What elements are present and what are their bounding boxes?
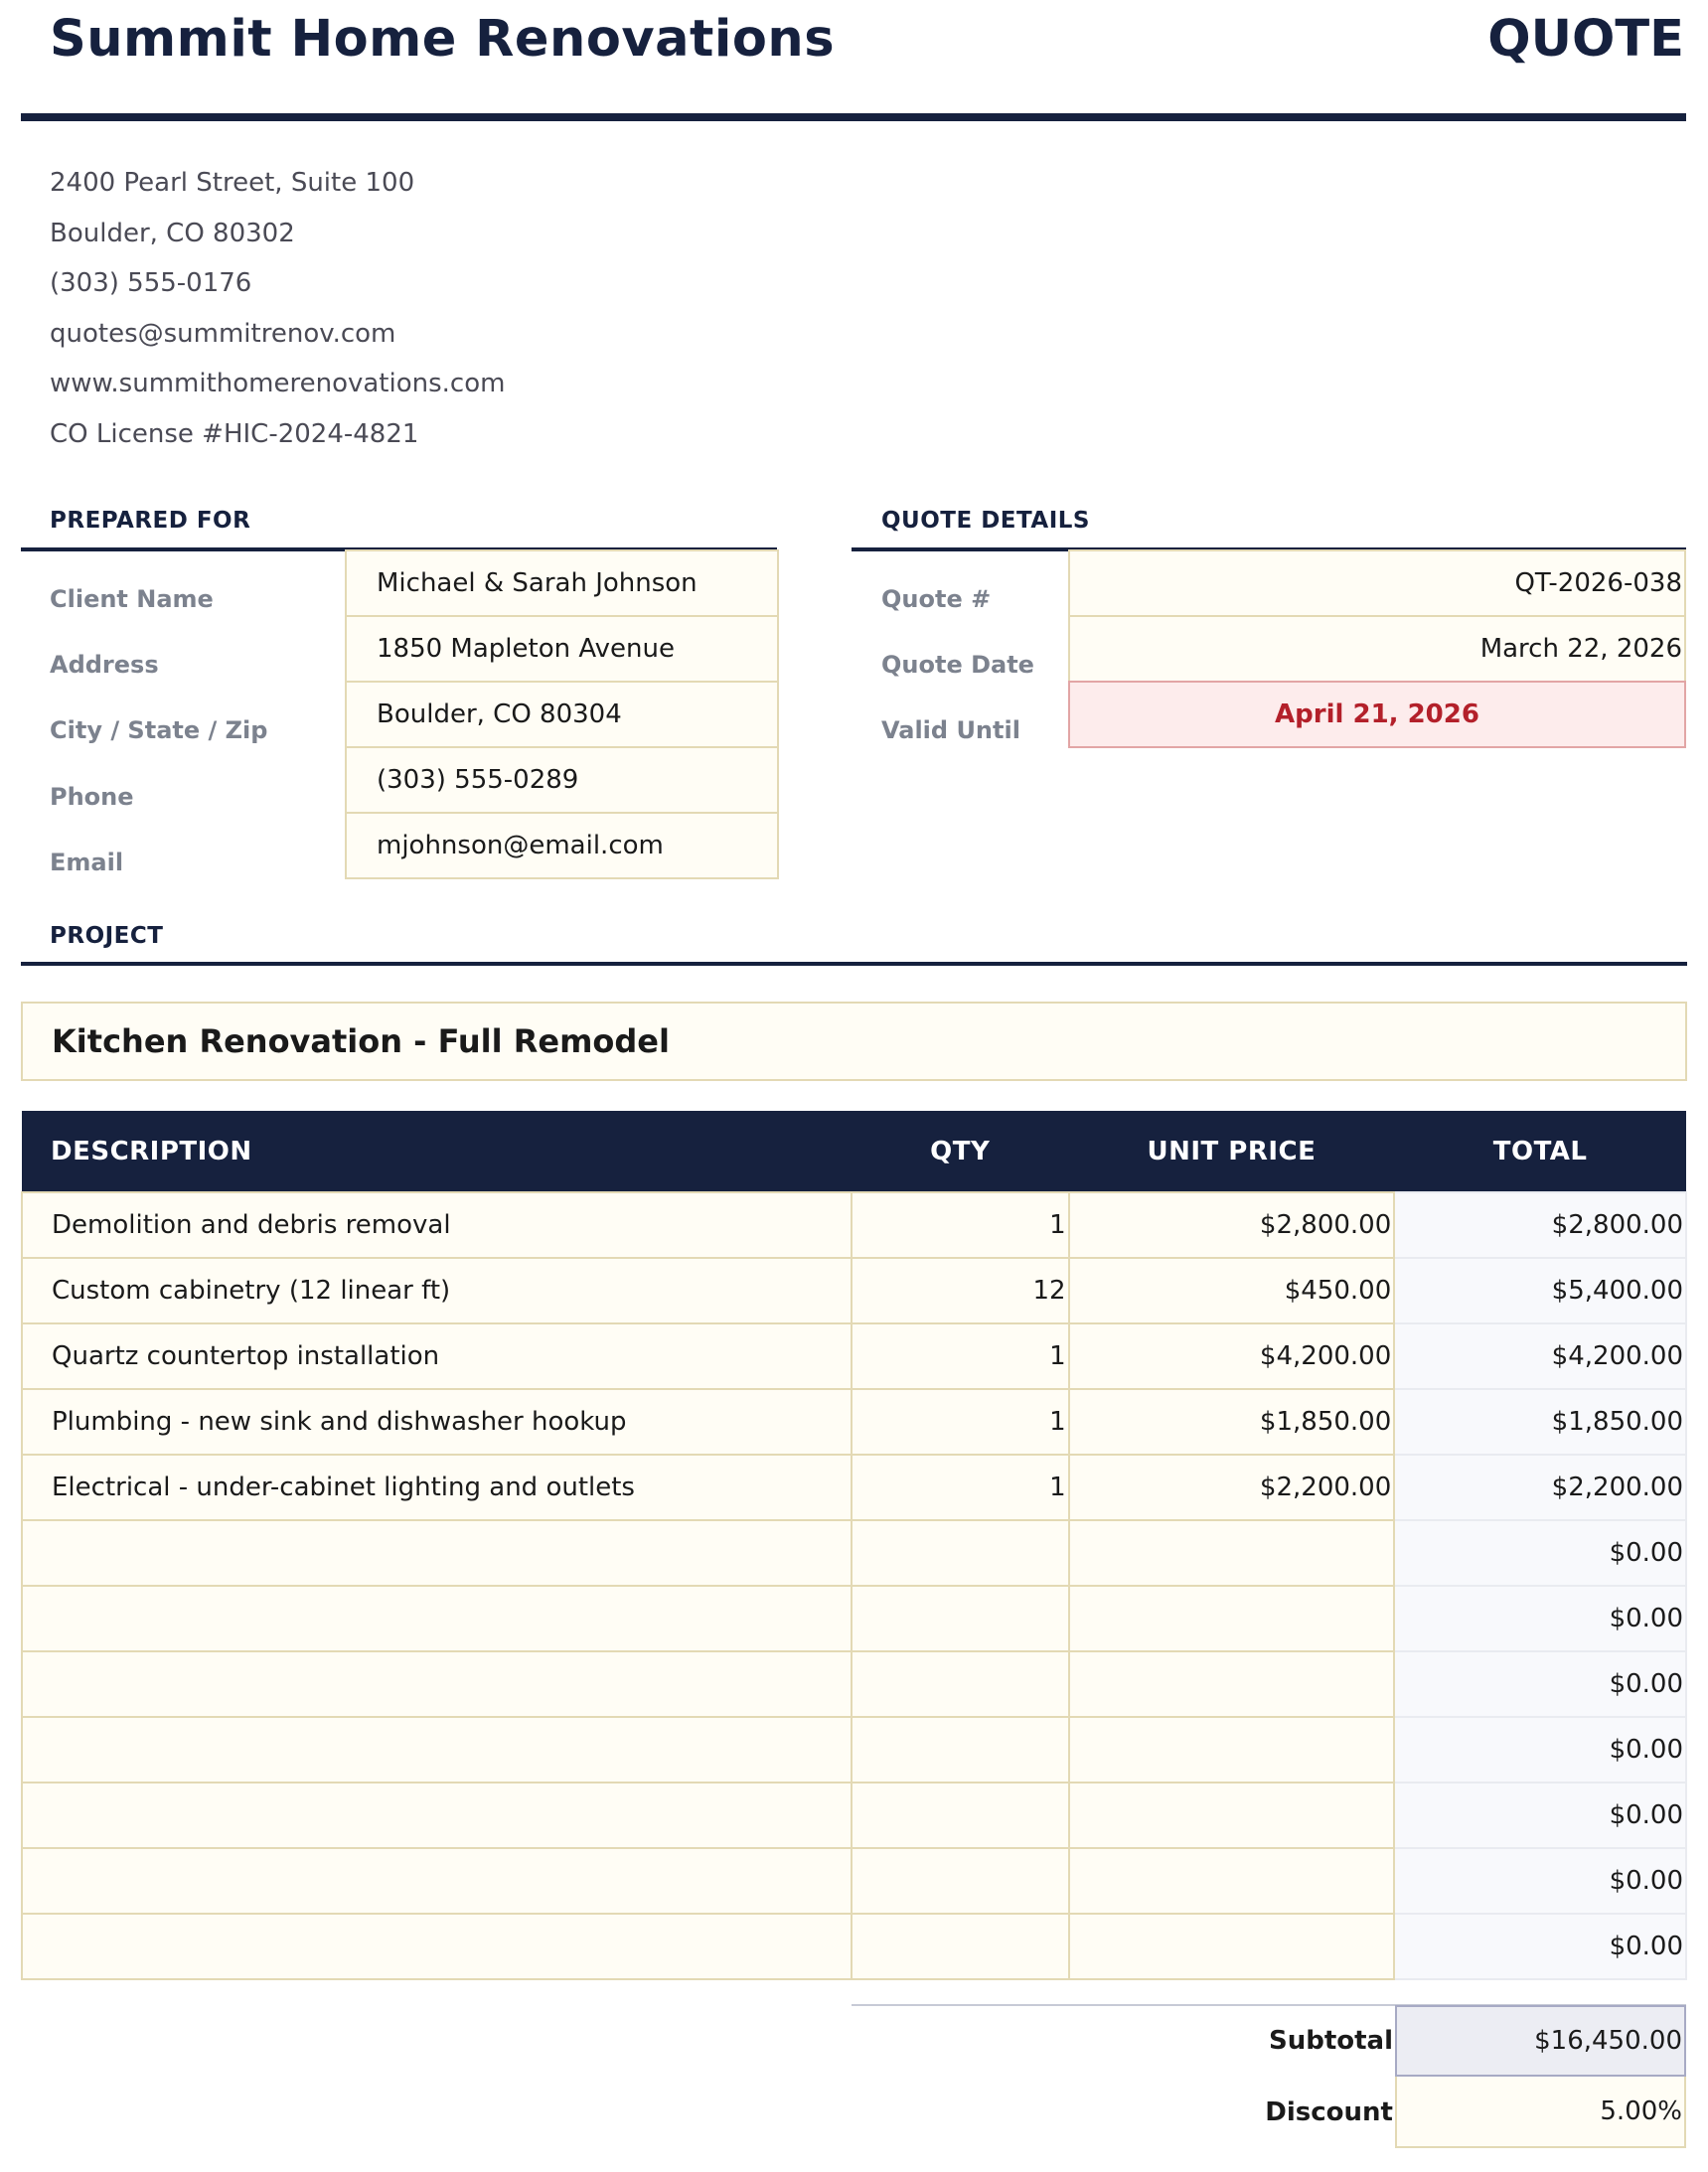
- table-row: [22, 1717, 1686, 1783]
- qty-cell[interactable]: 1: [852, 1323, 1069, 1389]
- table-row: [22, 1389, 1686, 1455]
- line-total-cell: $0.00: [1394, 1717, 1686, 1783]
- quote-number-label: Quote #: [881, 585, 992, 613]
- line-total-cell: $2,200.00: [1394, 1455, 1686, 1520]
- line-total-cell: $0.00: [1394, 1848, 1686, 1914]
- client-name-label: Client Name: [50, 585, 214, 613]
- qty-cell[interactable]: 1: [852, 1192, 1069, 1258]
- unit-price-cell[interactable]: [1069, 1520, 1395, 1586]
- company-phone: (303) 555-0176: [50, 268, 252, 299]
- client-name-field[interactable]: Michael & Sarah Johnson: [345, 549, 779, 617]
- description-cell[interactable]: [22, 1586, 852, 1651]
- description-cell[interactable]: [22, 1651, 852, 1717]
- city-state-zip-field[interactable]: Boulder, CO 80304: [345, 681, 779, 748]
- prepared-for-title: PREPARED FOR: [50, 508, 251, 534]
- description-cell[interactable]: [22, 1520, 852, 1586]
- unit-price-cell[interactable]: [1069, 1586, 1395, 1651]
- address-label: Address: [50, 651, 159, 679]
- line-total-cell: $4,200.00: [1394, 1323, 1686, 1389]
- city-state-zip-label: City / State / Zip: [50, 716, 268, 744]
- quote-date-field[interactable]: March 22, 2026: [1068, 615, 1686, 683]
- table-row: [22, 1520, 1686, 1586]
- company-website: www.summithomerenovations.com: [50, 369, 506, 399]
- table-row: [22, 1586, 1686, 1651]
- valid-until-label: Valid Until: [881, 716, 1020, 744]
- address-field[interactable]: 1850 Mapleton Avenue: [345, 615, 779, 683]
- unit-price-cell[interactable]: $2,800.00: [1069, 1192, 1395, 1258]
- qty-cell[interactable]: 1: [852, 1389, 1069, 1455]
- description-cell[interactable]: Demolition and debris removal: [22, 1192, 852, 1258]
- valid-until-field[interactable]: April 21, 2026: [1068, 681, 1686, 748]
- subtotal-value: $16,450.00: [1395, 2005, 1686, 2077]
- unit-price-cell[interactable]: [1069, 1717, 1395, 1783]
- company-email: quotes@summitrenov.com: [50, 318, 396, 349]
- project-divider: [21, 962, 1687, 966]
- description-header: DESCRIPTION: [22, 1111, 852, 1192]
- table-row: [22, 1192, 1686, 1258]
- line-total-cell: $0.00: [1394, 1783, 1686, 1848]
- discount-field[interactable]: 5.00%: [1395, 2077, 1686, 2148]
- qty-cell[interactable]: 1: [852, 1455, 1069, 1520]
- qty-cell[interactable]: [852, 1783, 1069, 1848]
- qty-cell[interactable]: [852, 1848, 1069, 1914]
- discount-label: Discount: [1265, 2097, 1393, 2127]
- description-cell[interactable]: [22, 1783, 852, 1848]
- description-cell[interactable]: [22, 1717, 852, 1783]
- table-row: [22, 1783, 1686, 1848]
- description-cell[interactable]: [22, 1848, 852, 1914]
- line-total-cell: $2,800.00: [1394, 1192, 1686, 1258]
- qty-cell[interactable]: [852, 1717, 1069, 1783]
- email-label: Email: [50, 849, 124, 876]
- table-row: [22, 1455, 1686, 1520]
- phone-label: Phone: [50, 783, 134, 811]
- qty-cell[interactable]: 12: [852, 1258, 1069, 1323]
- table-row: [22, 1914, 1686, 1979]
- company-name: Summit Home Renovations: [50, 10, 836, 69]
- company-license: CO License #HIC-2024-4821: [50, 418, 419, 449]
- quote-number-field[interactable]: QT-2026-038: [1068, 549, 1686, 617]
- line-total-cell: $0.00: [1394, 1914, 1686, 1979]
- qty-header: QTY: [852, 1111, 1069, 1192]
- unit-price-cell[interactable]: $2,200.00: [1069, 1455, 1395, 1520]
- unit-price-cell[interactable]: [1069, 1651, 1395, 1717]
- unit-price-cell[interactable]: [1069, 1783, 1395, 1848]
- email-field[interactable]: mjohnson@email.com: [345, 812, 779, 879]
- qty-cell[interactable]: [852, 1520, 1069, 1586]
- table-row: [22, 1323, 1686, 1389]
- subtotal-label: Subtotal: [1268, 2026, 1393, 2056]
- quote-date-label: Quote Date: [881, 651, 1034, 679]
- unit-price-cell[interactable]: [1069, 1848, 1395, 1914]
- qty-cell[interactable]: [852, 1651, 1069, 1717]
- description-cell[interactable]: Quartz countertop installation: [22, 1323, 852, 1389]
- table-header-row: [22, 1111, 1686, 1192]
- line-total-cell: $0.00: [1394, 1651, 1686, 1717]
- description-cell[interactable]: [22, 1914, 852, 1979]
- table-row: [22, 1651, 1686, 1717]
- project-title: PROJECT: [50, 923, 164, 949]
- line-items-table: [21, 1111, 1687, 1980]
- header-divider: [21, 113, 1686, 121]
- unit-price-cell[interactable]: [1069, 1914, 1395, 1979]
- description-cell[interactable]: Electrical - under-cabinet lighting and outlets: [22, 1455, 852, 1520]
- unit-price-cell[interactable]: $450.00: [1069, 1258, 1395, 1323]
- phone-field[interactable]: (303) 555-0289: [345, 746, 779, 814]
- table-row: [22, 1848, 1686, 1914]
- company-address-line1: 2400 Pearl Street, Suite 100: [50, 168, 415, 198]
- company-info: [50, 165, 505, 467]
- description-cell[interactable]: Custom cabinetry (12 linear ft): [22, 1258, 852, 1323]
- qty-cell[interactable]: [852, 1586, 1069, 1651]
- line-total-cell: $5,400.00: [1394, 1258, 1686, 1323]
- line-total-cell: $0.00: [1394, 1520, 1686, 1586]
- unit-price-header: UNIT PRICE: [1069, 1111, 1395, 1192]
- document-title: QUOTE: [1487, 10, 1684, 69]
- qty-cell[interactable]: [852, 1914, 1069, 1979]
- total-header: TOTAL: [1394, 1111, 1686, 1192]
- table-row: [22, 1258, 1686, 1323]
- unit-price-cell[interactable]: $4,200.00: [1069, 1323, 1395, 1389]
- company-address-line2: Boulder, CO 80302: [50, 218, 295, 248]
- unit-price-cell[interactable]: $1,850.00: [1069, 1389, 1395, 1455]
- project-name-field[interactable]: Kitchen Renovation - Full Remodel: [21, 1002, 1687, 1081]
- line-total-cell: $0.00: [1394, 1586, 1686, 1651]
- quote-details-title: QUOTE DETAILS: [881, 508, 1090, 534]
- line-total-cell: $1,850.00: [1394, 1389, 1686, 1455]
- description-cell[interactable]: Plumbing - new sink and dishwasher hookup: [22, 1389, 852, 1455]
